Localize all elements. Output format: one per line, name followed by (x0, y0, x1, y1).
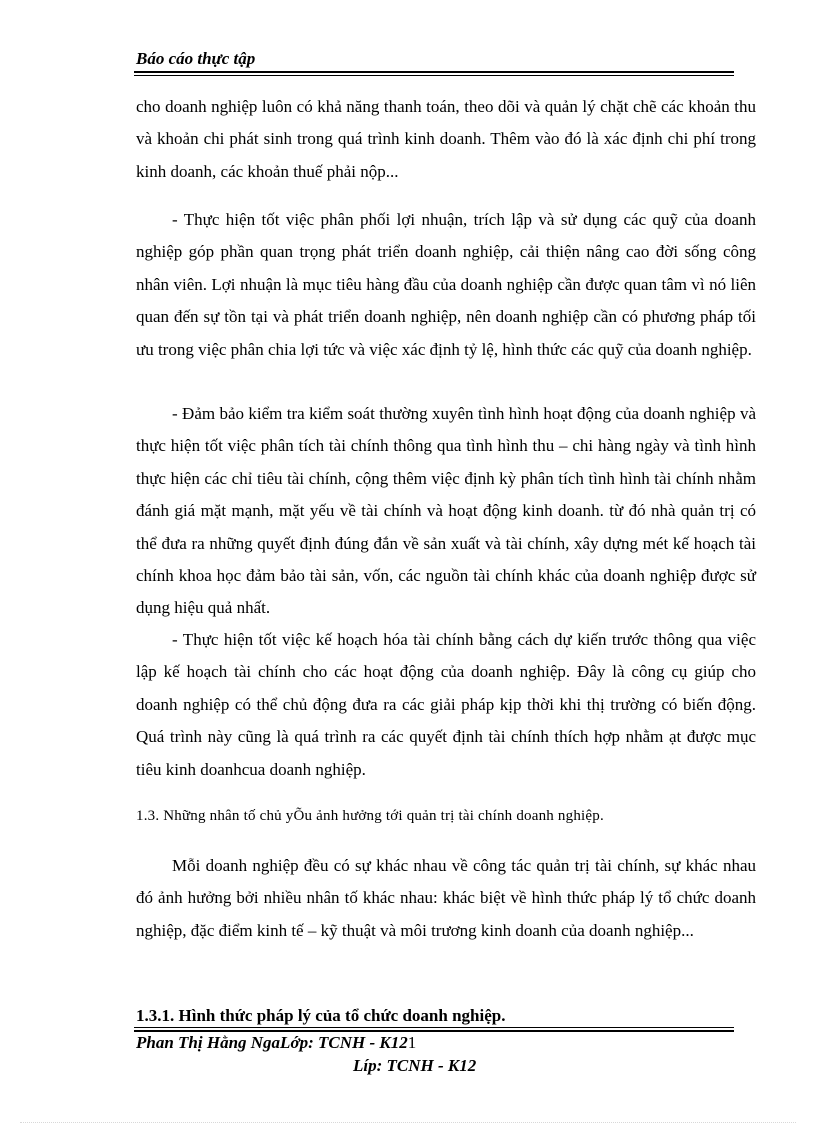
footer-author-class (136, 1033, 416, 1053)
header-rule-thin (134, 75, 734, 76)
page-number: 1 (407, 1033, 417, 1052)
paragraph-intro: cho doanh nghiệp luôn có khả năng thanh toán, theo dõi và quản lý chặt chẽ các khoản thu và khoản chi phát sinh trong quá trình kinh doanh. Thêm vào đó là xác định chi phí trong kinh doanh, các khoản thuế phải nộp... (136, 97, 756, 181)
section-heading: 1.3. Những nhân tố chủ yÕu ảnh hưởng tới quản trị tài chính doanh nghiệp. (136, 808, 604, 824)
paragraph-inspection-control: - Đảm bảo kiểm tra kiểm soát thường xuyên tình hình hoạt động của doanh nghiệp và thực hiện tốt việc phân tích tài chính thông qua tình hình thu – chi hàng ngày và tình hình thực hiện các chỉ tiêu tài chính, cộng thêm việc định kỳ phân tích tình hình tài chính nhằm đánh giá mặt mạnh, mặt yếu về tài chính và hoạt động kinh doanh. từ đó nhà quản trị có thể đưa ra những quyết định đúng đắn về sản xuất và tài chính, xây dựng mét kế hoạch tài chính khoa học đảm bảo tài sản, vốn, các nguồn tài chính khác của doanh nghiệp được sử dụng hiệu quả nhất. (136, 404, 756, 618)
footer-rule-thick (134, 1030, 734, 1032)
footer-class-line: Líp: TCNH - K12 (353, 1056, 477, 1075)
footer-rule-thin (134, 1027, 734, 1028)
page-header-title: Báo cáo thực tập (136, 49, 256, 68)
footer-line1: Phan Thị Hằng NgaLớp: TCNH - K12 (136, 1033, 408, 1052)
paragraph-financial-planning: - Thực hiện tốt việc kế hoạch hóa tài chính bằng cách dự kiến trước thông qua việc lập kế hoạch tài chính cho các hoạt động của doanh nghiệp. Đây là công cụ giúp cho doanh nghiệp có thể chủ động đưa ra các giải pháp kịp thời khi thị trường có biến động. Quá trình này cũng là quá trình ra các quyết định tài chính thích hợp nhằm ạt được mục tiêu kinh doanhcua doanh nghiệp. (136, 630, 756, 779)
paragraph-profit-distribution: - Thực hiện tốt việc phân phối lợi nhuận, trích lập và sử dụng các quỹ của doanh nghiệp góp phần quan trọng phát triển doanh nghiệp, cải thiện nâng cao đời sống công nhân viên. Lợi nhuận là mục tiêu hàng đầu của doanh nghiệp cần được quan tâm vì nó liên quan đến sự tồn tại và phát triển doanh nghiệp, nên doanh nghiệp cần có phương pháp tối ưu trong việc phân chia lợi tức và việc xác định tỷ lệ, hình thức các quỹ của doanh nghiệp. (136, 210, 756, 359)
header-rule-thick (134, 71, 734, 73)
section-paragraph: Mỗi doanh nghiệp đều có sự khác nhau về công tác quản trị tài chính, sự khác nhau đó ảnh hưởng bởi nhiều nhân tố khác nhau: khác biệt về hình thức pháp lý tổ chức doanh nghiệp, đặc điểm kinh tế – kỹ thuật và môi trương kinh doanh của doanh nghiệp... (136, 856, 756, 940)
subsection-heading: 1.3.1. Hình thức pháp lý của tổ chức doanh nghiệp. (136, 1006, 506, 1025)
